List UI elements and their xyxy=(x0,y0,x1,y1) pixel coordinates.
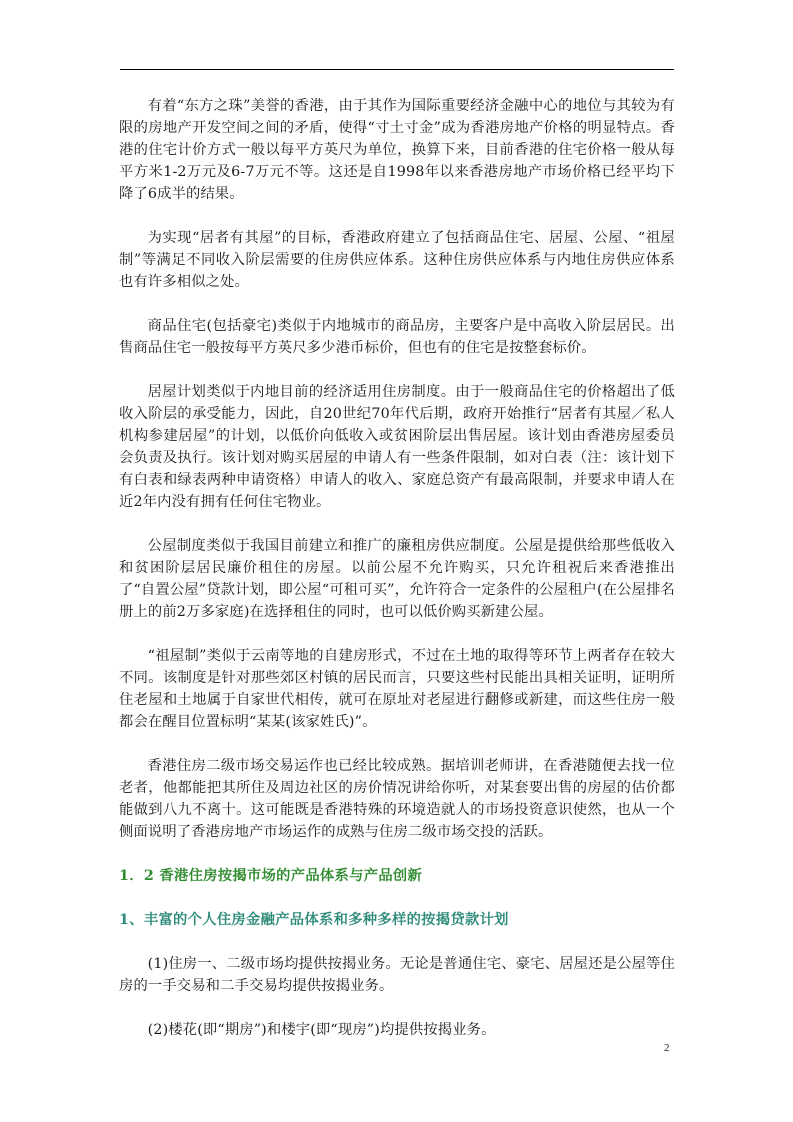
paragraph-housing-supply-system: 为实现“居者有其屋”的目标，香港政府建立了包括商品住宅、居屋、公屋、“祖屋制”等满足不同收入阶层需要的住房供应体系。这种住房供应体系与内地住房供应体系也有许多相似之处。 xyxy=(119,230,675,290)
header-rule xyxy=(120,69,674,70)
paragraph-secondary-market: 香港住房二级市场交易运作也已经比较成熟。据培训老师讲，在香港随便去找一位老者，他都能把其所住及周边社区的房价情况讲给你听，对某套要出售的房屋的估价都能做到八九不离十。这可能既是香港特殊的环境造就人的市场投资意识使然，也从一个侧面说明了香港房地产市场运作的成熟与住房二级市场交投的活跃。 xyxy=(119,758,675,840)
paragraph-hk-price-overview: 有着“东方之珠”美誉的香港，由于其作为国际重要经济金融中心的地位与其较为有限的房地产开发空间之间的矛盾，使得“寸土寸金”成为香港房地产价格的明显特点。香港的住宅计价方式一般以每平方英尺为单位，换算下来，目前香港的住宅价格一般从每平方米1-2万元及6-7万元不等。这还是自1998年以来香港房地产市场价格已经平均下降了6成半的结果。 xyxy=(119,98,675,202)
page-number: 2 xyxy=(664,1042,670,1054)
page-content xyxy=(119,95,675,1063)
subsection-heading: 1、丰富的个人住房金融产品体系和多种多样的按揭贷款计划 xyxy=(119,912,509,928)
list-paragraph-1: (1)住房一、二级市场均提供按揭业务。无论是普通住宅、豪宅、居屋还是公屋等住房的一手交易和二手交易均提供按揭业务。 xyxy=(119,956,675,994)
list-paragraph-2: (2)楼花(即“期房”)和楼宇(即“现房”)均提供按揭业务。 xyxy=(147,1022,496,1038)
section-heading: 1．2 香港住房按揭市场的产品体系与产品创新 xyxy=(119,868,423,884)
paragraph-home-ownership-scheme: 居屋计划类似于内地目前的经济适用住房制度。由于一般商品住宅的价格超出了低收入阶层的承受能力，因此，自20世纪70年代后期，政府开始推行“居者有其屋／私人机构参建居屋”的计划，以低价向低收入或贫困阶层出售居屋。该计划由香港房屋委员会负责及执行。该计划对购买居屋的申请人有一些条件限制，如对白表（注：该计划下有白表和绿表两种申请资格）申请人的收入、家庭总资产有最高限制，并要求申请人在近2年内没有拥有任何住宅物业。 xyxy=(119,384,675,510)
paragraph-commercial-housing: 商品住宅(包括豪宅)类似于内地城市的商品房，主要客户是中高收入阶层居民。出售商品住宅一般按每平方英尺多少港币标价，但也有的住宅是按整套标价。 xyxy=(119,318,675,356)
paragraph-ancestral-house-system: “祖屋制”类似于云南等地的自建房形式，不过在土地的取得等环节上两者存在较大不同。该制度是针对那些郊区村镇的居民而言，只要这些村民能出具相关证明，证明所住老屋和土地属于自家世代相传，就可在原址对老屋进行翻修或新建，而这些住房一般都会在醒目位置标明“某某(该家姓氏)”。 xyxy=(119,648,675,730)
paragraph-public-housing: 公屋制度类似于我国目前建立和推广的廉租房供应制度。公屋是提供给那些低收入和贫困阶层居民廉价租住的房屋。以前公屋不允许购买，只允许租祝后来香港推出了“自置公屋”贷款计划，即公屋“可租可买”，允许符合一定条件的公屋租户(在公屋排名册上的前2万多家庭)在选择租住的同时，也可以低价购买新建公屋。 xyxy=(119,538,675,620)
